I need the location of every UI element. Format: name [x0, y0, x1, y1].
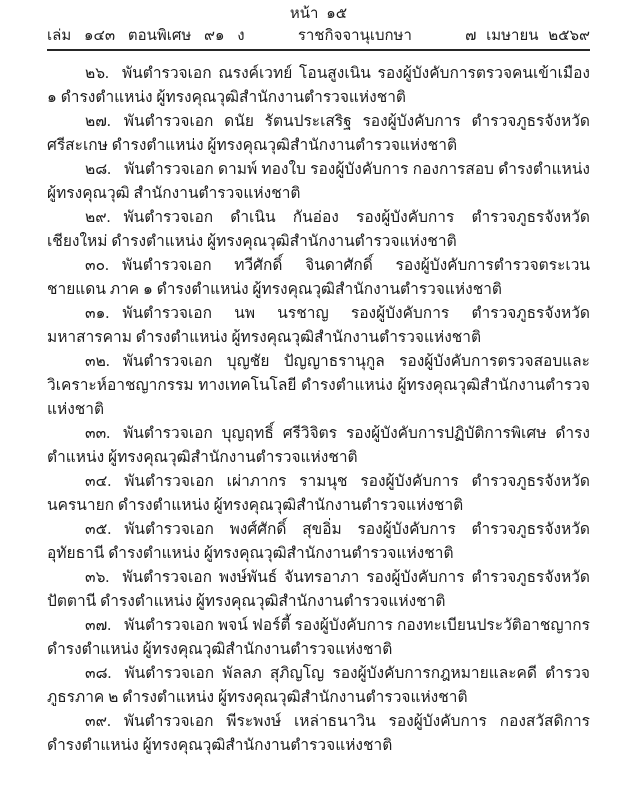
- entry-number: ๓๑.: [85, 305, 110, 322]
- entry-number: ๒๖.: [85, 65, 109, 82]
- list-item: [47, 350, 590, 422]
- entry-number: ๓๐.: [85, 257, 109, 274]
- header-rule: [47, 49, 590, 51]
- list-item: [47, 566, 590, 614]
- entry-text: พันตำรวจเอก ดนัย รัตนประเสริฐ รองผู้บังคับการ ตำรวจภูธรจังหวัดศรีสะเกษ ดำรงตำแหน่ง ผู้ทรงคุณวุฒิสำนักงานตำรวจแห่งชาติ: [47, 113, 590, 154]
- list-item: [47, 662, 590, 710]
- entry-text: พันตำรวจเอก เผ่าภากร รามนุช รองผู้บังคับการ ตำรวจภูธรจังหวัดนครนายก ดำรงตำแหน่ง ผู้ทรงคุณวุฒิสำนักงานตำรวจแห่งชาติ: [47, 473, 590, 514]
- list-item: [47, 254, 590, 302]
- entry-text: พันตำรวจเอก พงษ์พันธ์ จันทรอาภา รองผู้บังคับการ ตำรวจภูธรจังหวัดปัตตานี ดำรงตำแหน่ง ผู้ทรงคุณวุฒิสำนักงานตำรวจแห่งชาติ: [47, 569, 590, 610]
- gazette-date: ๗ เมษายน ๒๕๖๙: [465, 28, 590, 44]
- list-item: [47, 62, 590, 110]
- entry-text: พันตำรวจเอก บุญฤทธิ์ ศรีวิจิตร รองผู้บังคับการปฏิบัติการพิเศษ ดำรงตำแหน่ง ผู้ทรงคุณวุฒิสำนักงานตำรวจแห่งชาติ: [47, 425, 590, 466]
- list-item: [47, 710, 590, 758]
- page-number-label: หน้า ๑๕: [289, 6, 348, 22]
- entry-number: ๓๘.: [85, 665, 112, 682]
- entry-number: ๒๙.: [85, 209, 111, 226]
- entry-text: พันตำรวจเอก นพ นรชาญ รองผู้บังคับการ ตำรวจภูธรจังหวัดมหาสารคาม ดำรงตำแหน่ง ผู้ทรงคุณวุฒิสำนักงานตำรวจแห่งชาติ: [47, 305, 590, 346]
- list-item: [47, 422, 590, 470]
- entry-number: ๓๒.: [85, 353, 110, 370]
- entry-number: ๓๙.: [85, 713, 111, 730]
- list-item: [47, 206, 590, 254]
- entry-text: พันตำรวจเอก ดำเนิน กันอ่อง รองผู้บังคับการ ตำรวจภูธรจังหวัดเชียงใหม่ ดำรงตำแหน่ง ผู้ทรงคุณวุฒิสำนักงานตำรวจแห่งชาติ: [47, 209, 590, 250]
- entry-number: ๓๖.: [85, 569, 110, 586]
- entry-list: [47, 62, 590, 758]
- entry-number: ๓๔.: [85, 473, 112, 490]
- entry-text: พันตำรวจเอก พงศ์ศักดิ์ สุขอิ่ม รองผู้บังคับการ ตำรวจภูธรจังหวัดอุทัยธานี ดำรงตำแหน่ง ผู้ทรงคุณวุฒิสำนักงานตำรวจแห่งชาติ: [47, 521, 590, 562]
- list-item: [47, 518, 590, 566]
- entry-number: ๒๗.: [85, 113, 111, 130]
- entry-number: ๒๘.: [85, 161, 112, 178]
- list-item: [47, 158, 590, 206]
- gazette-title: ราชกิจจานุเบกษา: [297, 28, 412, 44]
- list-item: [47, 302, 590, 350]
- entry-text: พันตำรวจเอก ดามพ์ ทองใบ รองผู้บังคับการ กองการสอบ ดำรงตำแหน่ง ผู้ทรงคุณวุฒิ สำนักงานตำรวจแห่งชาติ: [47, 161, 590, 202]
- list-item: [47, 614, 590, 662]
- list-item: [47, 470, 590, 518]
- entry-number: ๓๗.: [85, 617, 112, 634]
- volume-issue-label: เล่ม ๑๔๓ ตอนพิเศษ ๙๑ ง: [47, 28, 245, 44]
- list-item: [47, 110, 590, 158]
- entry-text: พันตำรวจเอก พีระพงษ์ เหล่าธนาวิน รองผู้บังคับการ กองสวัสดิการ ดำรงตำแหน่ง ผู้ทรงคุณวุฒิสำนักงานตำรวจแห่งชาติ: [47, 713, 590, 754]
- masthead: [47, 25, 590, 48]
- entry-number: ๓๕.: [85, 521, 112, 538]
- entry-text: พันตำรวจเอก บุญชัย ปัญญาธรานุกูล รองผู้บังคับการตรวจสอบและวิเคราะห์อาชญากรรม ทางเทคโนโลยี ดำรงตำแหน่ง ผู้ทรงคุณวุฒิสำนักงานตำรวจแห่งชาติ: [47, 353, 590, 418]
- entry-text: พันตำรวจเอก ณรงค์เวทย์ โอนสูงเนิน รองผู้บังคับการตรวจคนเข้าเมือง ๑ ดำรงตำแหน่ง ผู้ทรงคุณวุฒิสำนักงานตำรวจแห่งชาติ: [47, 65, 590, 106]
- entry-number: ๓๓.: [85, 425, 111, 442]
- entry-text: พันตำรวจเอก พัลลภ สุภิญโญ รองผู้บังคับการกฎหมายและคดี ตำรวจภูธรภาค ๒ ดำรงตำแหน่ง ผู้ทรงคุณวุฒิสำนักงานตำรวจแห่งชาติ: [47, 665, 590, 706]
- entry-text: พันตำรวจเอก ทวีศักดิ์ จินดาศักดิ์ รองผู้บังคับการตำรวจตระเวนชายแดน ภาค ๑ ดำรงตำแหน่ง ผู้ทรงคุณวุฒิสำนักงานตำรวจแห่งชาติ: [47, 257, 590, 298]
- entry-text: พันตำรวจเอก พจน์ ฟอร์ตี้ รองผู้บังคับการ กองทะเบียนประวัติอาชญากร ดำรงตำแหน่ง ผู้ทรงคุณวุฒิสำนักงานตำรวจแห่งชาติ: [47, 617, 590, 658]
